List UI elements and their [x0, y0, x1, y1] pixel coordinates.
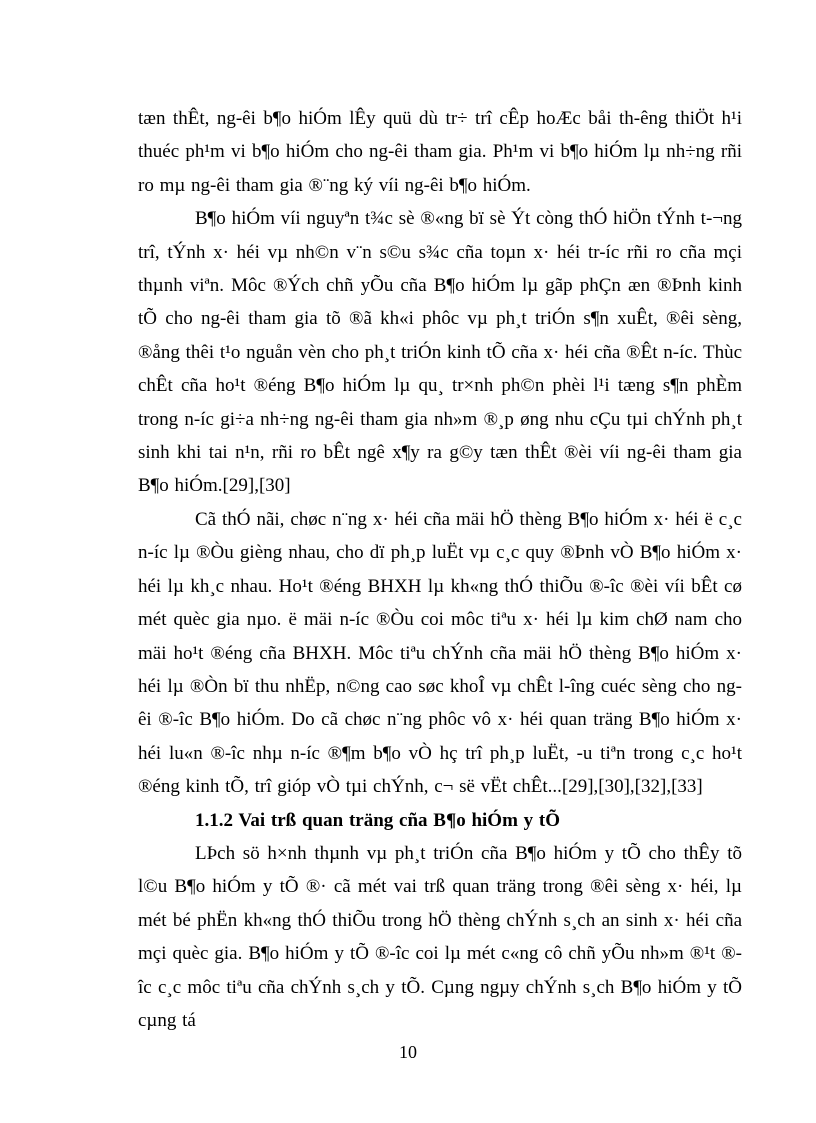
paragraph: LÞch sö h×nh thµnh vµ ph¸t triÓn cña B¶o hiÓm y tÕ cho thÊy tõ l©u B¶o hiÓm y tÕ ®· cã mét vai trß quan träng trong ®êi sèng x· héi, lµ mét bé phËn kh«ng thÓ thiÕu trong hÖ thèng chÝnh s¸ch an sinh x· héi cña mçi quèc gia. B¶o hiÓm y tÕ ®-îc coi lµ mét c«ng cô chñ yÕu nh»m ®¹t ®-îc c¸c môc tiªu cña chÝnh s¸ch y tÕ. Cµng ngµy chÝnh s¸ch B¶o hiÓm y tÕ cµng tá — [138, 842, 742, 1031]
section-heading: 1.1.2 Vai trß quan träng cña B¶o hiÓm y tÕ — [195, 809, 561, 831]
paragraph-continuation: tæn thÊt, ng-êi b¶o hiÓm lÊy quü dù tr÷ trî cÊp hoÆc båi th-êng thiÖt h¹i thuéc ph¹m vi b¶o hiÓm cho ng-êi tham gia. Ph¹m vi b¶o hiÓm lµ nh÷ng rñi ro mµ ng-êi tham gia ®¨ng ký víi ng-êi b¶o hiÓm. — [138, 108, 742, 196]
paragraph: B¶o hiÓm víi nguyªn t¾c sè ®«ng bï sè Ýt còng thÓ hiÖn tÝnh t-¬ng trî, tÝnh x· héi vµ nh©n v¨n s©u s¾c cña toµn x· héi tr-íc rñi ro cña mçi thµnh viªn. Môc ®Ých chñ yÕu cña B¶o hiÓm lµ gãp phÇn æn ®Þnh kinh tÕ cho ng-êi tham gia tõ ®ã kh«i phôc vµ ph¸t triÓn s¶n xuÊt, ®êi sèng, ®ång thêi t¹o nguån vèn cho ph¸t triÓn kinh tÕ cña x· héi cña ®Êt n-íc. Thùc chÊt cña ho¹t ®éng B¶o hiÓm lµ qu¸ tr×nh ph©n phèi l¹i tæng s¶n phÈm trong n-íc gi÷a nh÷ng ng-êi tham gia nh»m ®¸p øng nhu cÇu tµi chÝnh ph¸t sinh khi tai n¹n, rñi ro bÊt ngê x¶y ra g©y tæn thÊt ®èi víi ng-êi tham gia B¶o hiÓm.[29],[30] — [138, 208, 742, 497]
page-content — [138, 102, 742, 1037]
paragraph: Cã thÓ nãi, chøc n¨ng x· héi cña mäi hÖ thèng B¶o hiÓm x· héi ë c¸c n-íc lµ ®Òu gièng nhau, cho dï ph¸p luËt vµ c¸c quy ®Þnh vÒ B¶o hiÓm x· héi lµ kh¸c nhau. Ho¹t ®éng BHXH lµ kh«ng thÓ thiÕu ®-îc ®èi víi bÊt cø mét quèc gia nµo. ë mäi n-íc ®Òu coi môc tiªu x· héi lµ kim chØ nam cho mäi ho¹t ®éng cña BHXH. Môc tiªu chÝnh cña mäi hÖ thèng B¶o hiÓm x· héi lµ ®Òn bï thu nhËp, n©ng cao søc khoÎ vµ chÊt l-îng cuéc sèng cho ng-êi ®-îc B¶o hiÓm. Do cã chøc n¨ng phôc vô x· héi quan träng B¶o hiÓm x· héi lu«n ®-îc nhµ n-íc ®¶m b¶o vÒ hç trî ph¸p luËt, -u tiªn trong c¸c ho¹t ®éng kinh tÕ, trî gióp vÒ tµi chÝnh, c¬ së vËt chÊt...[29],[30],[32],[33] — [138, 508, 742, 798]
page-number: 10 — [399, 1042, 417, 1062]
